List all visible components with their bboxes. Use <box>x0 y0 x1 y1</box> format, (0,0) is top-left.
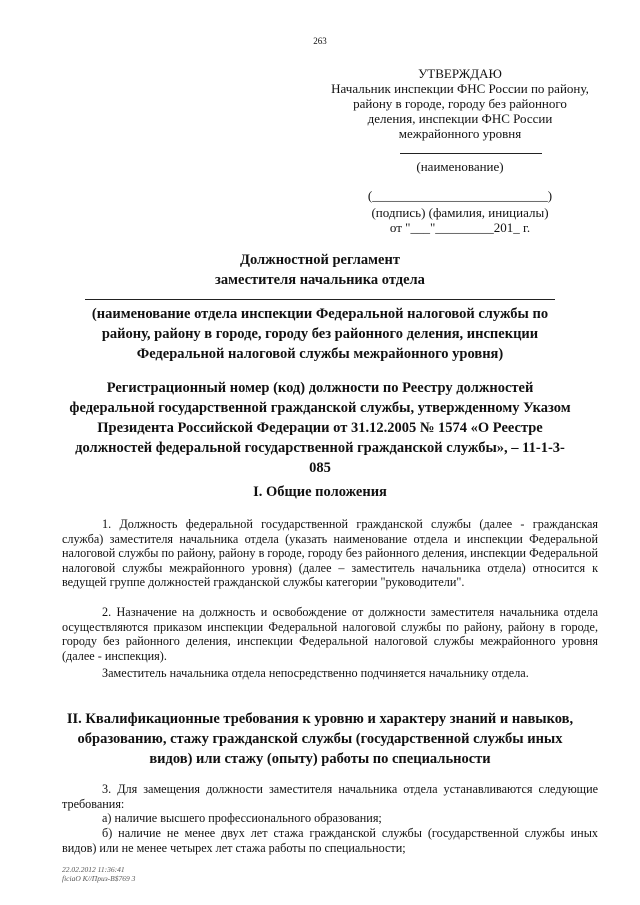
section1-paragraph: Заместитель начальника отдела непосредственно подчиняется начальнику отдела. <box>102 666 529 680</box>
doc-title-line: заместителя начальника отдела <box>215 272 425 288</box>
section1-heading: I. Общие положения <box>253 484 387 500</box>
approval-position-line: деления, инспекции ФНС России <box>367 111 553 126</box>
dept-caption: (наименование отдела инспекции Федеральной налоговой службы по району, району в городе, городу без районного деления, инспекции Федеральной налоговой службы межрайонного уровня) <box>91 306 549 362</box>
section2-item: а) наличие высшего профессионального образования; <box>102 811 382 825</box>
approval-block <box>300 66 620 141</box>
footer-document-code: ficiaO K//Приз-B$769 3 <box>62 874 136 883</box>
dept-underline <box>85 299 555 300</box>
page-number: 263 <box>313 36 327 46</box>
sign-blank: (___________________________) <box>367 188 553 203</box>
section2-paragraph: 3. Для замещения должности заместителя начальника отдела устанавливаются следующие требования: <box>62 782 598 811</box>
approval-position-line: межрайонного уровня <box>398 126 522 141</box>
approval-position-line: Начальник инспекции ФНС России по району, <box>331 81 589 96</box>
section1-paragraph: 1. Должность федеральной государственной гражданской службы (далее - гражданская служба) заместителя начальника отдела (указать наименование отдела и инспекции Федеральной налоговой службы по району, району в городе, городу без районного деления, инспекции Федеральной налоговой службы межрайонного уровня) (далее – заместитель начальника отдела) относится к ведущей группе должностей гражданской службы категории "руководители". <box>62 517 598 589</box>
doc-title <box>60 250 580 290</box>
footer-timestamp: 22.02.2012 11:36:41 <box>62 865 125 874</box>
section2-heading: II. Квалификационные требования к уровню и характеру знаний и навыков, образованию, стажу гражданской службы (государственной службы иных видов) или стажу (опыту) работы по специальности <box>66 711 574 767</box>
sign-caption: (подпись) (фамилия, инициалы) <box>371 205 549 220</box>
name-underline <box>400 153 542 154</box>
registry-number: Регистрационный номер (код) должности по Реестру должностей федеральной государственной гражданской службы, утвержденному Указом Президента Российской Федерации от 31.12.2005 № 1574 «О Реестре должностей федеральной государственной гражданской службы», – 11-1-3-085 <box>69 380 571 476</box>
name-caption: (наименование) <box>416 159 504 174</box>
approval-position-line: району в городе, городу без районного <box>353 96 567 111</box>
section1-paragraph: 2. Назначение на должность и освобождение от должности заместителя начальника отдела осуществляются приказом инспекции Федеральной налоговой службы по району, району в городе, городу без районного деления, инспекции Федеральной налоговой службы межрайонного уровня (далее - инспекция). <box>62 605 598 663</box>
section2-item: б) наличие не менее двух лет стажа гражданской службы (государственной службы иных видов) или не менее четырех лет стажа работы по специальности; <box>62 826 598 855</box>
approval-heading: УТВЕРЖДАЮ <box>418 66 502 81</box>
doc-title-line: Должностной регламент <box>240 252 400 268</box>
approval-date: от "___"_________201_ г. <box>389 220 531 235</box>
